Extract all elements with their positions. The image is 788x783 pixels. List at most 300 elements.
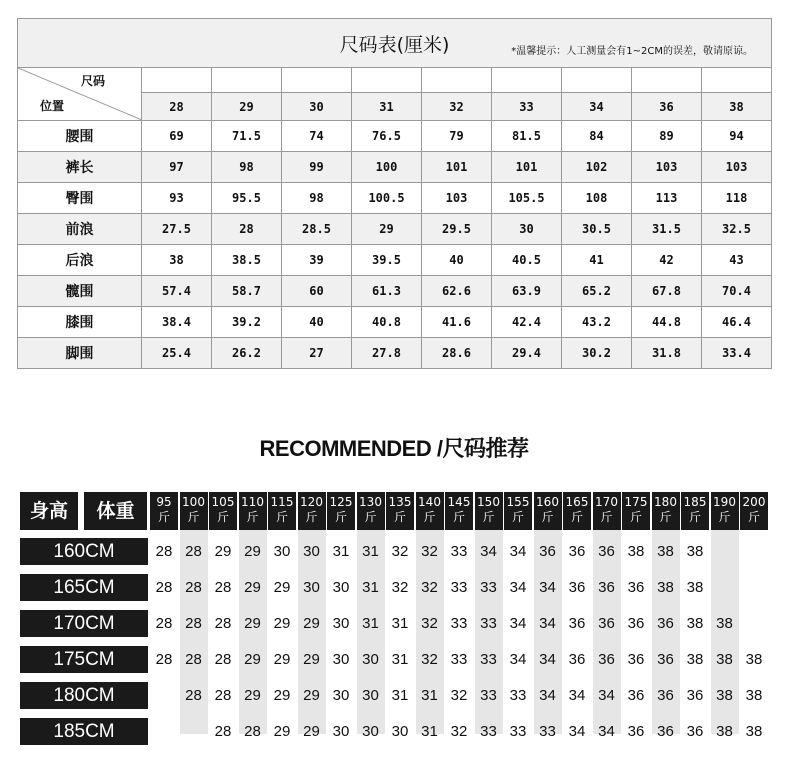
blank-cell xyxy=(352,68,422,93)
measurement-value: 65.2 xyxy=(562,276,632,307)
weight-unit: 斤 xyxy=(305,510,318,524)
recommended-size-cell: 30 xyxy=(332,579,350,596)
recommended-size-cell: 36 xyxy=(627,579,645,596)
corner-position-label: 位置 xyxy=(40,99,65,113)
blank-cell xyxy=(422,68,492,93)
measurement-value: 39.2 xyxy=(212,307,282,338)
weight-unit: 斤 xyxy=(275,510,288,524)
measurement-value: 38.4 xyxy=(142,307,212,338)
recommended-size-cell: 30 xyxy=(391,723,409,740)
measurement-value: 101 xyxy=(492,152,562,183)
weight-value: 160 xyxy=(536,495,559,509)
corner-size-label: 尺码 xyxy=(80,74,105,88)
weight-column-header xyxy=(416,492,444,530)
weight-column-header xyxy=(534,492,562,530)
measurement-value: 29.5 xyxy=(422,214,492,245)
recommended-size-cell: 30 xyxy=(332,723,350,740)
recommended-size-cell: 33 xyxy=(450,579,468,596)
weight-column-header xyxy=(711,492,739,530)
recommended-size-cell: 38 xyxy=(686,579,704,596)
recommended-size-cell: 38 xyxy=(745,651,763,668)
blank-cell xyxy=(492,68,562,93)
measurement-label: 腰围 xyxy=(18,121,142,152)
recommended-size-cell: 36 xyxy=(657,615,674,632)
recommended-size-cell: 34 xyxy=(539,615,556,632)
weight-column-header xyxy=(681,492,709,530)
weight-unit: 斤 xyxy=(393,510,406,524)
weight-column-header xyxy=(239,492,267,530)
weight-value: 115 xyxy=(270,495,294,509)
recommended-size-cell: 38 xyxy=(745,687,763,704)
recommended-size-cell: 28 xyxy=(155,615,173,632)
recommended-size-cell: 30 xyxy=(362,687,379,704)
measurement-value: 27.5 xyxy=(142,214,212,245)
measurement-row xyxy=(18,183,772,214)
measurement-value: 46.4 xyxy=(702,307,772,338)
measurement-value: 31.5 xyxy=(632,214,702,245)
measurement-value: 40.5 xyxy=(492,245,562,276)
recommended-size-cell: 36 xyxy=(539,543,556,560)
measurement-value: 42 xyxy=(632,245,702,276)
recommended-size-cell: 30 xyxy=(273,543,291,560)
recommended-size-cell: 31 xyxy=(391,651,409,668)
measurement-label: 臀围 xyxy=(18,183,142,214)
recommended-size-cell: 34 xyxy=(598,687,615,704)
recommended-size-cell: 28 xyxy=(185,687,202,704)
measurement-value: 61.3 xyxy=(352,276,422,307)
recommended-size-cell: 32 xyxy=(450,687,468,704)
measurement-value: 38 xyxy=(142,245,212,276)
recommended-size-cell: 30 xyxy=(332,687,350,704)
size-header-cell: 31 xyxy=(352,93,422,121)
recommended-size-cell: 29 xyxy=(303,687,320,704)
measurement-value: 41.6 xyxy=(422,307,492,338)
weight-column-header xyxy=(150,492,178,530)
recommended-size-cell: 31 xyxy=(332,543,350,560)
recommended-size-cell: 36 xyxy=(657,687,674,704)
measurement-value: 89 xyxy=(632,121,702,152)
weight-value: 180 xyxy=(654,495,677,509)
recommended-size-cell: 32 xyxy=(421,579,438,596)
recommended-size-cell: 38 xyxy=(716,723,733,740)
measurement-label: 膝围 xyxy=(18,307,142,338)
measurement-value: 25.4 xyxy=(142,338,212,369)
measurement-value: 33.4 xyxy=(702,338,772,369)
measurement-value: 98 xyxy=(282,183,352,214)
measurement-value: 93 xyxy=(142,183,212,214)
measurement-value: 74 xyxy=(282,121,352,152)
measurement-value: 28.5 xyxy=(282,214,352,245)
measurement-value: 100 xyxy=(352,152,422,183)
recommended-size-cell: 38 xyxy=(627,543,645,560)
recommended-size-cell: 36 xyxy=(627,687,645,704)
measurement-value: 97 xyxy=(142,152,212,183)
measurement-value: 31.8 xyxy=(632,338,702,369)
recommended-size-cell: 29 xyxy=(273,579,291,596)
weight-column-header xyxy=(298,492,326,530)
size-header-cell: 33 xyxy=(492,93,562,121)
size-header-cell: 30 xyxy=(282,93,352,121)
measurement-value: 26.2 xyxy=(212,338,282,369)
measurement-value: 38.5 xyxy=(212,245,282,276)
weight-column-header xyxy=(475,492,503,530)
recommended-size-cell: 34 xyxy=(509,579,527,596)
weight-column-header xyxy=(504,492,532,530)
recommended-size-cell: 31 xyxy=(421,723,438,740)
recommended-size-cell: 28 xyxy=(214,579,232,596)
recommended-size-cell: 34 xyxy=(598,723,615,740)
recommended-size-cell: 29 xyxy=(273,723,291,740)
recommended-size-cell: 29 xyxy=(244,651,261,668)
weight-unit: 斤 xyxy=(511,510,524,524)
recommended-size-cell: 36 xyxy=(657,723,674,740)
weight-value: 140 xyxy=(418,495,441,509)
measurement-value: 84 xyxy=(562,121,632,152)
measurement-row xyxy=(18,214,772,245)
size-chart xyxy=(17,18,772,368)
measurement-note: *温馨提示：人工测量会有1~2CM的误差，敬请原谅。 xyxy=(511,46,753,57)
size-chart-blank-row xyxy=(18,68,772,93)
measurement-value: 39.5 xyxy=(352,245,422,276)
recommended-size-cell: 28 xyxy=(155,579,173,596)
measurement-value: 98 xyxy=(212,152,282,183)
weight-unit: 斤 xyxy=(688,510,701,524)
recommended-size-cell: 30 xyxy=(362,651,379,668)
recommended-size-cell: 31 xyxy=(362,579,379,596)
weight-value: 175 xyxy=(624,495,648,509)
weight-unit: 斤 xyxy=(570,510,583,524)
measurement-label: 裤长 xyxy=(18,152,142,183)
blank-cell xyxy=(212,68,282,93)
recommended-size-cell: 34 xyxy=(509,651,527,668)
measurement-value: 29.4 xyxy=(492,338,562,369)
blank-cell xyxy=(142,68,212,93)
measurement-value: 40.8 xyxy=(352,307,422,338)
measurement-value: 100.5 xyxy=(352,183,422,214)
recommended-size-cell: 28 xyxy=(214,651,232,668)
recommended-size-cell: 29 xyxy=(273,615,291,632)
recommended-size-cell: 31 xyxy=(362,615,379,632)
recommended-size-cell: 32 xyxy=(391,579,409,596)
weight-value: 150 xyxy=(477,495,500,509)
weight-header: 体重 xyxy=(84,492,147,530)
recommended-size-cell: 38 xyxy=(686,651,704,668)
measurement-value: 94 xyxy=(702,121,772,152)
size-header-cell: 32 xyxy=(422,93,492,121)
weight-unit: 斤 xyxy=(423,510,436,524)
recommended-size-cell: 33 xyxy=(450,651,468,668)
recommended-size-cell: 36 xyxy=(568,579,586,596)
weight-value: 120 xyxy=(300,495,323,509)
size-recommendation-grid xyxy=(20,492,768,742)
weight-value: 145 xyxy=(447,495,471,509)
recommended-size-cell: 36 xyxy=(598,651,615,668)
weight-value: 105 xyxy=(211,495,235,509)
weight-column-header xyxy=(622,492,650,530)
measurement-value: 62.6 xyxy=(422,276,492,307)
recommended-size-cell: 29 xyxy=(273,687,291,704)
weight-column-header xyxy=(327,492,355,530)
recommended-size-cell: 33 xyxy=(539,723,556,740)
measurement-value: 99 xyxy=(282,152,352,183)
recommended-size-cell: 32 xyxy=(421,543,438,560)
measurement-value: 67.8 xyxy=(632,276,702,307)
weight-column-header xyxy=(386,492,414,530)
measurement-value: 40 xyxy=(282,307,352,338)
measurement-value: 95.5 xyxy=(212,183,282,214)
measurement-row xyxy=(18,121,772,152)
weight-value: 170 xyxy=(595,495,618,509)
measurement-value: 118 xyxy=(702,183,772,214)
height-header: 身高 xyxy=(20,492,78,530)
recommended-size-cell: 32 xyxy=(391,543,409,560)
recommended-size-cell: 28 xyxy=(214,687,232,704)
recommended-size-cell: 34 xyxy=(568,687,586,704)
recommended-size-cell: 33 xyxy=(509,723,527,740)
weight-value: 165 xyxy=(565,495,589,509)
weight-value: 125 xyxy=(329,495,353,509)
recommended-size-cell: 38 xyxy=(745,723,763,740)
weight-column-header xyxy=(740,492,768,530)
weight-value: 95 xyxy=(156,495,172,509)
recommended-size-cell: 36 xyxy=(657,651,674,668)
measurement-row xyxy=(18,307,772,338)
recommended-size-cell: 29 xyxy=(303,651,320,668)
recommended-size-cell: 38 xyxy=(686,543,704,560)
measurement-value: 101 xyxy=(422,152,492,183)
weight-column-header xyxy=(268,492,296,530)
measurement-value: 30.5 xyxy=(562,214,632,245)
recommended-size-cell: 34 xyxy=(509,615,527,632)
recommended-size-cell: 31 xyxy=(421,687,438,704)
weight-unit: 斤 xyxy=(334,510,347,524)
measurement-value: 103 xyxy=(632,152,702,183)
weight-value: 155 xyxy=(506,495,530,509)
measurement-value: 57.4 xyxy=(142,276,212,307)
measurement-value: 105.5 xyxy=(492,183,562,214)
measurement-value: 76.5 xyxy=(352,121,422,152)
recommended-size-cell: 29 xyxy=(273,651,291,668)
weight-unit: 斤 xyxy=(629,510,642,524)
measurement-value: 41 xyxy=(562,245,632,276)
recommended-size-cell: 29 xyxy=(244,615,261,632)
weight-unit: 斤 xyxy=(187,510,200,524)
measurement-value: 113 xyxy=(632,183,702,214)
recommended-size-cell: 28 xyxy=(155,651,173,668)
recommended-size-cell: 32 xyxy=(421,651,438,668)
recommended-size-cell: 34 xyxy=(568,723,586,740)
recommended-size-cell: 34 xyxy=(480,543,497,560)
height-label: 180CM xyxy=(20,682,148,709)
measurement-value: 43 xyxy=(702,245,772,276)
height-label: 160CM xyxy=(20,538,148,565)
weight-unit: 斤 xyxy=(659,510,672,524)
weight-unit: 斤 xyxy=(246,510,259,524)
measurement-value: 42.4 xyxy=(492,307,562,338)
measurement-row xyxy=(18,338,772,369)
recommended-size-cell: 28 xyxy=(214,615,232,632)
size-header-cell: 36 xyxy=(632,93,702,121)
recommended-size-cell: 33 xyxy=(450,615,468,632)
measurement-value: 44.8 xyxy=(632,307,702,338)
recommended-size-cell: 36 xyxy=(627,651,645,668)
size-header-cell: 34 xyxy=(562,93,632,121)
recommended-size-cell: 34 xyxy=(539,651,556,668)
recommended-size-cell: 31 xyxy=(391,687,409,704)
weight-column-header xyxy=(593,492,621,530)
measurement-value: 27.8 xyxy=(352,338,422,369)
measurement-value: 102 xyxy=(562,152,632,183)
size-header-cell: 38 xyxy=(702,93,772,121)
size-chart-title: 尺码表(厘米) xyxy=(339,34,450,56)
weight-unit: 斤 xyxy=(541,510,554,524)
measurement-row xyxy=(18,152,772,183)
recommended-size-cell: 36 xyxy=(686,723,704,740)
measurement-row xyxy=(18,276,772,307)
measurement-value: 40 xyxy=(422,245,492,276)
weight-column-header xyxy=(357,492,385,530)
weight-unit: 斤 xyxy=(157,510,170,524)
recommended-size-cell: 28 xyxy=(185,615,202,632)
measurement-value: 28.6 xyxy=(422,338,492,369)
measurement-value: 103 xyxy=(422,183,492,214)
measurement-value: 43.2 xyxy=(562,307,632,338)
measurement-label: 脚围 xyxy=(18,338,142,369)
recommended-size-cell: 33 xyxy=(480,579,497,596)
weight-value: 130 xyxy=(359,495,382,509)
recommended-size-cell: 36 xyxy=(686,687,704,704)
recommended-size-cell: 31 xyxy=(391,615,409,632)
weight-unit: 斤 xyxy=(747,510,760,524)
recommended-size-cell: 31 xyxy=(362,543,379,560)
recommended-size-cell: 29 xyxy=(303,615,320,632)
recommended-size-cell: 30 xyxy=(362,723,379,740)
recommended-size-cell: 36 xyxy=(627,723,645,740)
weight-column-header xyxy=(445,492,473,530)
height-label: 185CM xyxy=(20,718,148,745)
height-label: 165CM xyxy=(20,574,148,601)
recommended-size-cell: 32 xyxy=(421,615,438,632)
recommended-size-cell: 28 xyxy=(244,723,261,740)
weight-unit: 斤 xyxy=(482,510,495,524)
measurement-value: 103 xyxy=(702,152,772,183)
measurement-value: 30 xyxy=(492,214,562,245)
measurement-value: 69 xyxy=(142,121,212,152)
measurement-label: 前浪 xyxy=(18,214,142,245)
recommended-size-cell: 30 xyxy=(332,651,350,668)
recommended-size-cell: 33 xyxy=(509,687,527,704)
measurement-value: 70.4 xyxy=(702,276,772,307)
weight-value: 200 xyxy=(742,495,766,509)
recommended-size-cell: 33 xyxy=(480,723,497,740)
blank-cell xyxy=(702,68,772,93)
measurement-value: 30.2 xyxy=(562,338,632,369)
recommended-size-cell: 30 xyxy=(303,579,320,596)
recommended-size-cell: 33 xyxy=(450,543,468,560)
recommended-size-cell: 36 xyxy=(627,615,645,632)
weight-unit: 斤 xyxy=(364,510,377,524)
recommended-size-cell: 38 xyxy=(657,543,674,560)
recommended-size-cell: 33 xyxy=(480,687,497,704)
recommended-size-cell: 38 xyxy=(657,579,674,596)
weight-column-header xyxy=(652,492,680,530)
measurement-value: 28 xyxy=(212,214,282,245)
size-chart-table xyxy=(17,67,772,369)
blank-cell xyxy=(282,68,352,93)
recommended-size-cell: 29 xyxy=(214,543,232,560)
recommended-size-cell: 34 xyxy=(509,543,527,560)
recommended-size-cell: 28 xyxy=(185,651,202,668)
recommended-size-cell: 33 xyxy=(480,651,497,668)
recommended-size-cell: 38 xyxy=(716,651,733,668)
measurement-value: 29 xyxy=(352,214,422,245)
recommended-size-cell: 38 xyxy=(716,687,733,704)
recommended-size-cell: 28 xyxy=(214,723,232,740)
recommended-size-cell: 30 xyxy=(303,543,320,560)
measurement-label: 髋围 xyxy=(18,276,142,307)
recommended-size-cell: 38 xyxy=(686,615,704,632)
weight-unit: 斤 xyxy=(452,510,465,524)
recommended-size-cell: 32 xyxy=(450,723,468,740)
measurement-value: 63.9 xyxy=(492,276,562,307)
recommended-size-cell: 38 xyxy=(716,615,733,632)
recommended-size-cell: 29 xyxy=(244,687,261,704)
recommended-size-cell: 36 xyxy=(598,579,615,596)
recommended-size-cell: 29 xyxy=(244,543,261,560)
recommended-size-cell: 28 xyxy=(185,543,202,560)
weight-column-header xyxy=(563,492,591,530)
weight-unit: 斤 xyxy=(216,510,229,524)
measurement-row xyxy=(18,245,772,276)
weight-value: 190 xyxy=(713,495,736,509)
recommended-size-cell: 33 xyxy=(480,615,497,632)
measurement-value: 81.5 xyxy=(492,121,562,152)
size-header-cell: 28 xyxy=(142,93,212,121)
recommended-size-cell: 34 xyxy=(539,687,556,704)
recommended-size-cell: 28 xyxy=(155,543,173,560)
measurement-value: 39 xyxy=(282,245,352,276)
height-label: 170CM xyxy=(20,610,148,637)
size-chart-corner xyxy=(18,68,142,121)
recommended-size-cell: 29 xyxy=(244,579,261,596)
weight-unit: 斤 xyxy=(718,510,731,524)
weight-column-header xyxy=(180,492,208,530)
recommended-size-cell: 36 xyxy=(598,615,615,632)
measurement-value: 71.5 xyxy=(212,121,282,152)
size-header-cell: 29 xyxy=(212,93,282,121)
weight-value: 110 xyxy=(241,495,264,509)
measurement-label: 后浪 xyxy=(18,245,142,276)
weight-column-header xyxy=(209,492,237,530)
blank-cell xyxy=(632,68,702,93)
recommended-size-cell: 36 xyxy=(568,543,586,560)
weight-value: 135 xyxy=(388,495,412,509)
measurement-value: 58.7 xyxy=(212,276,282,307)
recommended-size-cell: 28 xyxy=(185,579,202,596)
blank-cell xyxy=(562,68,632,93)
measurement-value: 27 xyxy=(282,338,352,369)
measurement-value: 60 xyxy=(282,276,352,307)
recommended-size-cell: 36 xyxy=(568,651,586,668)
size-chart-header xyxy=(17,18,772,68)
recommended-size-cell: 36 xyxy=(568,615,586,632)
height-label: 175CM xyxy=(20,646,148,673)
measurement-value: 79 xyxy=(422,121,492,152)
weight-value: 185 xyxy=(683,495,707,509)
weight-unit: 斤 xyxy=(600,510,613,524)
recommended-size-cell: 30 xyxy=(332,615,350,632)
measurement-value: 108 xyxy=(562,183,632,214)
